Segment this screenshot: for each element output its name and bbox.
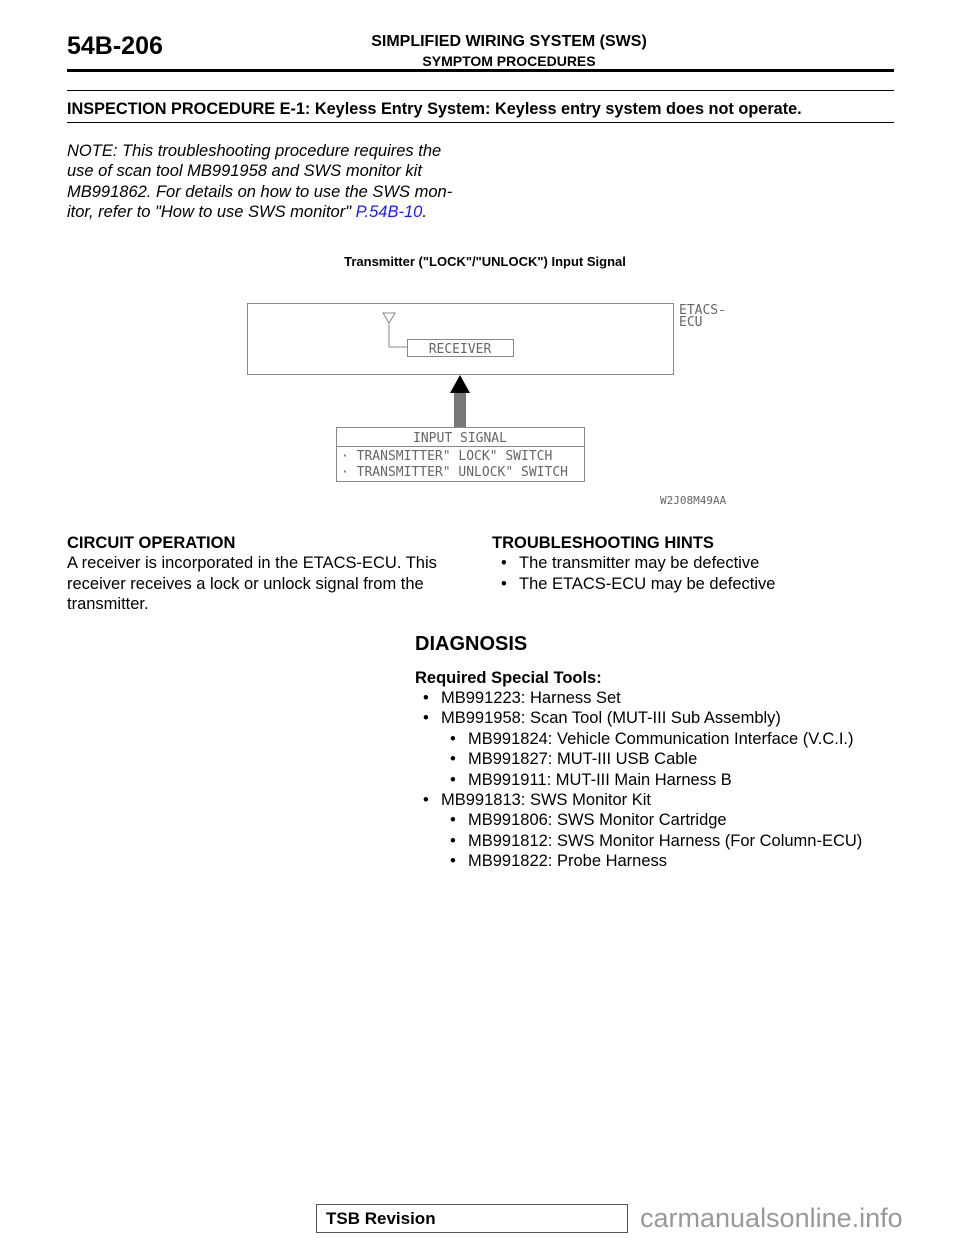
- block-diagram: [0, 0, 960, 520]
- circuit-line: A receiver is incorporated in the ETACS-ECU. This: [67, 554, 437, 573]
- note-line: itor, refer to "How to use SWS monitor" P.54B-10.: [67, 203, 427, 222]
- tool-item: • MB991813: SWS Monitor Kit: [441, 790, 651, 810]
- tool-item: • MB991958: Scan Tool (MUT-III Sub Assembly): [441, 708, 781, 728]
- tool-item: • MB991223: Harness Set: [441, 688, 621, 708]
- note-line: NOTE: This troubleshooting procedure requires the: [67, 142, 442, 160]
- tool-item: • MB991827: MUT-III USB Cable: [468, 749, 697, 769]
- input-item: · TRANSMITTER" UNLOCK" SWITCH: [341, 465, 568, 480]
- tsb-revision-box: [316, 1204, 628, 1233]
- figure-code: W2J08M49AA: [660, 494, 727, 507]
- input-item: · TRANSMITTER" LOCK" SWITCH: [341, 449, 553, 464]
- diagnosis-heading: DIAGNOSIS: [415, 633, 528, 655]
- procedure-title: INSPECTION PROCEDURE E-1: Keyless Entry System: Keyless entry system does not operate.: [67, 100, 802, 118]
- input-title: INPUT SIGNAL: [413, 431, 507, 446]
- tools-heading: Required Special Tools:: [415, 669, 602, 687]
- section-subtitle: SYMPTOM PROCEDURES: [422, 53, 596, 69]
- receiver-label: RECEIVER: [428, 342, 492, 357]
- circuit-line: receiver receives a lock or unlock signal from the: [67, 574, 424, 593]
- tool-item: • MB991812: SWS Monitor Harness (For Column-ECU): [468, 831, 862, 851]
- diagram-caption: Transmitter ("LOCK"/"UNLOCK") Input Signal: [344, 254, 626, 269]
- tool-item: • MB991824: Vehicle Communication Interface (V.C.I.): [468, 729, 854, 749]
- ecu-label: ECU: [679, 315, 703, 330]
- arrow-up-icon: [450, 375, 470, 393]
- circuit-line: transmitter.: [67, 595, 149, 614]
- circuit-operation: [67, 533, 437, 615]
- tsb-revision: TSB Revision: [326, 1209, 436, 1228]
- watermark: carmanualsonline.info: [640, 1203, 903, 1233]
- antenna-icon: [383, 313, 407, 347]
- note-line: use of scan tool MB991958 and SWS monitor kit: [67, 162, 422, 181]
- hint-item: • The transmitter may be defective: [519, 553, 759, 573]
- arrow-shaft: [454, 392, 466, 427]
- tool-item: • MB991806: SWS Monitor Cartridge: [468, 810, 727, 830]
- section-title: SIMPLIFIED WIRING SYSTEM (SWS): [371, 33, 647, 50]
- hints-heading: TROUBLESHOOTING HINTS: [492, 534, 714, 552]
- circuit-heading: CIRCUIT OPERATION: [67, 534, 236, 552]
- note-line: MB991862. For details on how to use the SWS mon-: [67, 182, 453, 201]
- ecu-label: ETACS-: [679, 303, 726, 318]
- page-link[interactable]: P.54B-10: [355, 203, 423, 222]
- hint-item: • The ETACS-ECU may be defective: [519, 574, 775, 594]
- tool-item: • MB991911: MUT-III Main Harness B: [468, 770, 732, 790]
- page-number: 54B-206: [67, 32, 163, 60]
- tool-item: • MB991822: Probe Harness: [468, 851, 667, 871]
